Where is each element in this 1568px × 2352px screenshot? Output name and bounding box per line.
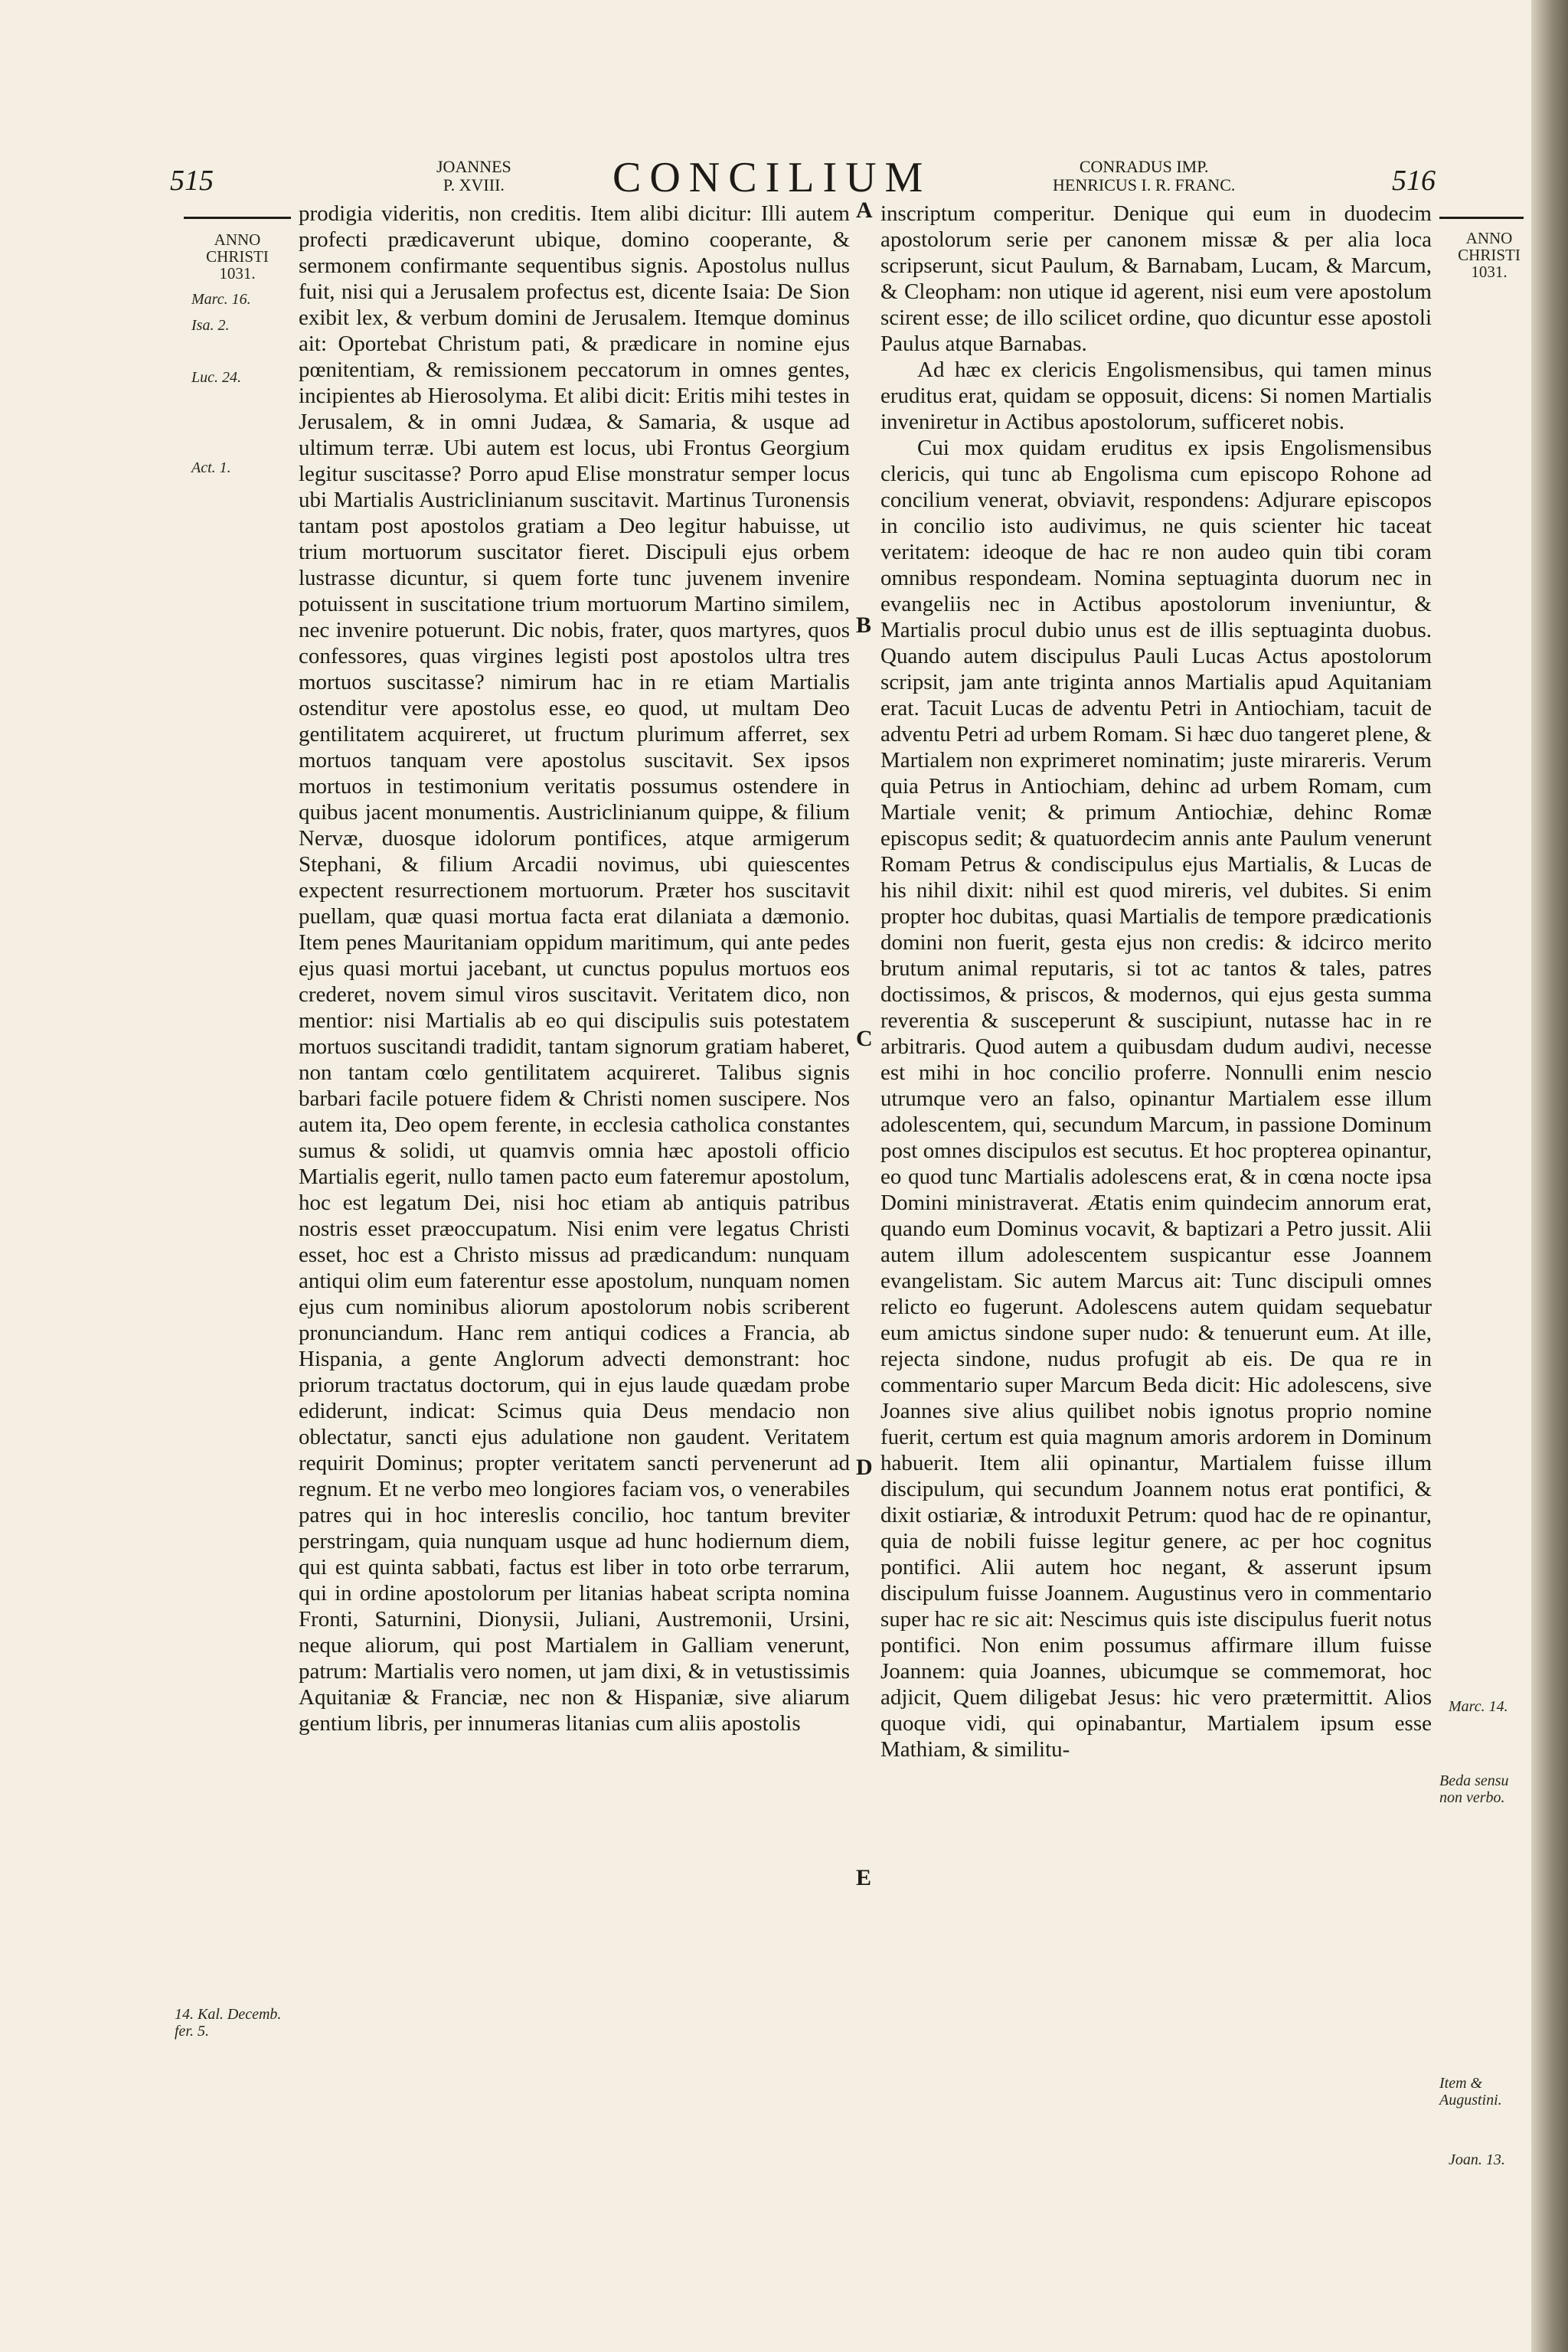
section-marker-c: C <box>856 1026 873 1051</box>
right-anno-label: ANNO <box>1465 229 1513 247</box>
right-ref-joan: Joan. 13. <box>1449 2151 1505 2168</box>
page-title: CONCILIUM <box>612 154 932 201</box>
right-ref-beda: Beda sensu non verbo. <box>1439 1772 1509 1806</box>
page-number-left: 515 <box>170 165 214 197</box>
right-ref-marc: Marc. 14. <box>1449 1698 1508 1715</box>
left-anno-label: ANNO <box>214 230 261 249</box>
left-paragraph-1: prodigia videritis, non creditis. Item alibi dicitur: Illi autem profecti prædicaverunt ubique, domino cooperante, & sermonem confirmante sequentibus signis. Apostolus nullus fuit, nisi qui a Jerusalem profectus est, dicente Isaia: De Sion exibit lex, & verbum domini de Jerusalem. Itemque dominus ait: Oportebat Christum pati, & prædicare in nomine ejus pœnitentiam, & remissionem peccatorum in omnes gentes, incipientes ab Hierosolyma. Et alibi dicit: Eritis mihi testes in Jerusalem, & in omni Judæa, & Samaria, & usque ad ultimum terræ. Ubi autem est locus, ubi Frontus Georgium legitur suscitasse? Porro apud Elise monstratur semper locus ubi Martialis Austriclinianum suscitavit. Martinus Turonensis tantam post apostolos gratiam a Deo legitur habuisse, ut trium mortuorum suscitator fieret. Discipuli ejus orbem lustrasse dicuntur, si quem forte tunc juvenem invenire potuissent in suscitatione trium mortuorum Martino similem, nec invenire potuerunt. Dic nobis, frater, quos martyres, quos confessores, quas virgines legisti post apostolos ultra tres mortuos suscitasse? nimirum hac in re etiam Martialis ostenditur vere apostolus esse, eo quod, ut multam Deo gentilitatem acquireret, ut fructum plurimum afferret, sex mortuos tanquam vere apostolus suscitavit. Sex ipsos mortuos in testimonium veritatis possumus ostendere in quibus jacent monumentis. Austriclinianum quippe, & filium Nervæ, duosque idolorum pontifices, atque armigerum Stephani, & filium Arcadii novimus, ubi quiescentes expectent resurrectionem mortuorum. Præter hos suscitavit puellam, quæ quasi mortua facta erat dilaniata a dæmonio. Item penes Mauritaniam oppidum maritimum, qui ante pedes ejus quasi mortui jacebant, ut cunctus populus mortuos eos crederet, novem simul viros suscitavit. Veritatem dico, non mentior: nisi Martialis ab eo qui discipulis suis potestatem mortuos suscitandi tradidit, tantam signorum gratiam haberet, non tantam cœlo gentilitatem acquireret. Talibus signis barbari facile potuere fidem & Christi nomen suscipere. Nos autem ita, Deo opem ferente, in ecclesia catholica constantes sumus & solidi, ut quamvis omnia hæc apostoli officio Martialis egerit, nullo tamen pacto eum fateremur apostolum, hoc est legatum Dei, nisi hoc etiam ab antiquis patribus nostris esset præoccupatum. Nisi enim vere legatus Christi esset, hoc est a Christo missus ad prædicandum: nunquam antiqui olim eum faterentur esse apostolum, nunquam nomen ejus cum nominibus aliorum apostolorum nobis scriberent pronunciandum. Hanc rem antiqui codices a Francia, ab Hispania, a gente Anglorum advecti demonstrant: hoc priorum tractatus doctorum, qui in ejus laude quædam probe ediderunt, indicat: Scimus quia Deus mendacio non oblectatur, sancti ejus adulatione non gaudent. Veritatem requirit Dominus; propter veritatem sancti pervenerunt ad regnum. Et ne verbo meo longiores faciam vos, o venerabiles patres qui in hoc intereslis concilio, hoc tantum breviter perstringam, quia nunquam usque ad hunc hodiernum diem, qui est quinta sabbati, factus est liber in toto orbe terrarum, qui in ordine apostolorum per litanias habeat scripta nomina Fronti, Saturnini, Dionysii, Juliani, Austremonii, Ursini, neque aliorum, qui post Martialem in Galliam venerunt, patrum: Martialis vero nomen, ut jam dixi, & in vetustissimis Aquitaniæ & Franciæ, nec non & Hispaniæ, sive aliarum gentium libris, per innumeras litanias cum aliis apostolis <box>299 201 850 1736</box>
page-number-right: 516 <box>1392 165 1436 197</box>
left-ref-act: Act. 1. <box>191 459 231 476</box>
right-paragraph-1: inscriptum comperitur. Denique qui eum in duodecim apostolorum serie per canonem missæ & per alia loca scripserunt, sicut Paulum, & Barnabam, Lucam, & Marcum, & Cleopham: non utique id agerent, nisi eum vere apostolum scirent esse; de illo scilicet ordine, quo dicuntur esse apostoli Paulus atque Barnabas. <box>880 201 1432 356</box>
right-ref-augustinus: Item & Augustini. <box>1439 2075 1502 2109</box>
header-pope-number: P. XVIII. <box>443 175 505 194</box>
header-pope <box>436 158 511 194</box>
right-paragraph-2: Ad hæc ex clericis Engolismensibus, qui tamen minus eruditus erat, quidam se opposuit, dicens: Si nomen Martialis inveniretur in Actibus apostolorum, sufficeret nobis. <box>880 358 1432 434</box>
left-ref-kal: 14. Kal. Decemb. fer. 5. <box>175 2006 282 2040</box>
right-christi-label: CHRISTI <box>1458 246 1521 264</box>
left-ref-luc: Luc. 24. <box>191 369 241 386</box>
margin-rule-left <box>184 217 291 219</box>
left-ref-isa: Isa. 2. <box>191 317 230 334</box>
left-year: 1031. <box>219 264 256 283</box>
right-paragraph-3: Cui mox quidam eruditus ex ipsis Engolismensibus clericis, qui tunc ab Engolisma cum episcopo Rohone ad concilium venerat, obviavit, respondens: Adjurare episcopos in concilio isto audivimus, ne quis scienter hic taceat veritatem: ideoque de hac re non audeo quin tibi coram omnibus respondeam. Nomina septuaginta duorum nec in evangeliis nec in Actibus apostolorum inveniuntur, & Martialis procul dubio unus est de illis septuaginta duobus. Quando autem discipulus Pauli Lucas Actus apostolorum scripsit, jam ante triginta annos Martialis apud Aquitaniam erat. Tacuit Lucas de adventu Petri in Antiochiam, tacuit de adventu Petri ad urbem Romam. Si hæc duo tangeret plene, & Martialem non exprimeret nominatim; juste mirareris. Verum quia Petrus in Antiochiam, dehinc ad urbem Romam, cum Martiale venit; & primum Antiochiæ, dehinc Romæ episcopus sedit; & quatuordecim annis ante Paulum venerunt Romam Petrus & condiscipulus ejus Martialis, & Lucas de his nihil dixit: nihil est quod mireris, vel dubites. Si enim propter hoc dubitas, quasi Martialis de tempore prædicationis domini non fuerit, gesta ejus non credis: & idcirco merito brutum animal reputaris, si tot ac tantos & tales, patres doctissimos, & priscos, & modernos, qui ejus gesta summa reverentia & susceperunt & suscipiunt, nutasse hac in re arbitraris. Quod autem a quibusdam dudum audivi, necesse est mihi in hoc concilio proferre. Nonnulli enim nescio utrumque vero an falso, opinantur Martialem esse illum adolescentem, qui, secundum Marcum, in passione Dominum post omnes discipulos est secutus. Et hoc propterea opinantur, eo quod tunc Martialis adolescens erat, & in cœna nocte ipsa Domini ministraverat. Ætatis enim quindecim annorum erat, quando eum Dominus vocavit, & baptizari a Petro jussit. Alii autem illum adolescentem suspicantur esse Joannem evangelistam. Sic autem Marcus ait: Tunc discipuli omnes relicto eo fugerunt. Adolescens autem quidam sequebatur eum amictus sindone super nudo: & tenuerunt eum. At ille, rejecta sindone, nudus profugit ab eis. De qua re in commentario super Marcum Beda dicit: Hic adolescens, sive Joannes sive alius quilibet nobis ignotus proprio nomine fuerit, certum est quia magnum amoris ardorem in Dominum habuerit. Item alii opinantur, Martialem fuisse illum discipulum, qui secundum Joannem notus erat pontifici, & dixit ostiariæ, & introduxit Petrum: quod hac de re opinantur, quia de nobili fuisse legitur genere, ac per hoc cognitus pontifici. Alii autem hoc negant, & asserunt ipsum discipulum fuisse Joannem. Augustinus vero in commentario super hac re sic ait: Nescimus quis iste discipulus fuerit notus pontifici. Non enim possumus affirmare illum fuisse Joannem: quia Joannes, ubicumque se commemorat, hoc adjicit, Quem diligebat Jesus: hic vero prætermittit. Alios quoque vidi, qui opinabantur, Martialem ipsum esse Mathiam, & similitu- <box>880 436 1432 1762</box>
running-header <box>0 153 1531 207</box>
right-anno-block <box>1455 230 1524 280</box>
left-ref-marc: Marc. 16. <box>191 291 251 308</box>
margin-rule-right <box>1439 217 1524 219</box>
right-year: 1031. <box>1471 263 1508 281</box>
header-emperor: CONRADUS IMP. <box>1079 157 1209 176</box>
section-marker-a: A <box>856 198 873 223</box>
section-marker-d: D <box>856 1455 873 1480</box>
left-anno-block <box>191 231 283 282</box>
left-christi-label: CHRISTI <box>206 247 269 266</box>
header-pope-name: JOANNES <box>436 157 511 176</box>
section-marker-b: B <box>856 612 872 638</box>
right-text-column <box>880 201 1432 1762</box>
header-king: HENRICUS I. R. FRANC. <box>1053 175 1236 194</box>
header-rulers <box>1053 158 1235 194</box>
book-edge <box>1531 0 1568 2352</box>
left-text-column <box>299 201 850 1736</box>
section-marker-e: E <box>856 1865 872 1890</box>
